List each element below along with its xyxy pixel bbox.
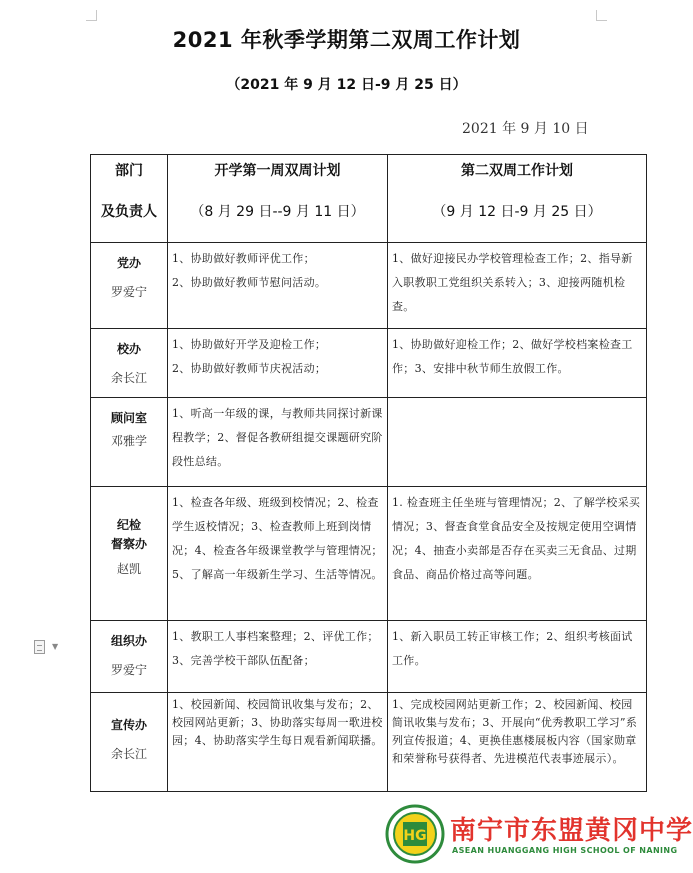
week1-plan-cell	[168, 693, 388, 792]
header-week2-range: （9 月 12 日-9 月 25 日）	[432, 204, 602, 220]
plan-line: 1、听高一年级的课，与教师共同探讨新课程教学；2、督促各教研组提交课题研究阶段性总结。	[172, 407, 383, 468]
dept-name-line2: 督察办	[110, 537, 147, 551]
week1-plan-cell	[168, 487, 388, 621]
dept-name: 组织办	[110, 634, 147, 648]
plan-line: 1、协助做好迎检工作；2、做好学校档案检查工作；3、安排中秋节师生放假工作。	[392, 338, 633, 375]
table-row	[91, 693, 647, 792]
document-icon[interactable]	[34, 640, 45, 654]
dept-name: 宣传办	[110, 718, 147, 732]
header-dept-line1: 部门	[115, 163, 143, 179]
plan-line: 2、协助做好教师节庆祝活动；	[172, 362, 327, 375]
dept-name: 党办	[116, 256, 141, 270]
dept-cell	[91, 243, 168, 329]
dept-cell	[91, 398, 168, 487]
emblem-text: HG	[403, 828, 427, 844]
dept-name: 顾问室	[110, 411, 147, 425]
plan-line: 1、校园新闻、校园简讯收集与发布；2、校园网站更新；3、协助落实每周一歌进校园；4、协助落实学生每日观看新闻联播。	[172, 698, 383, 747]
week2-plan-cell-empty	[388, 398, 647, 487]
page-corner-mark-right	[596, 10, 607, 21]
dept-person: 罗爱宁	[110, 663, 147, 677]
table-row	[91, 243, 647, 329]
dept-cell	[91, 329, 168, 398]
plan-line: 1、检查各年级、班级到校情况；2、检查学生返校情况；3、检查教师上班到岗情况；4、检查各年级课堂教学与管理情况；5、了解高一年级新生学习、生活等情况。	[172, 496, 383, 581]
week1-plan-cell	[168, 329, 388, 398]
school-name-cn: 南宁市东盟黄冈中学	[450, 816, 693, 846]
header-week1	[168, 155, 388, 243]
dropdown-arrow-icon[interactable]: ▼	[52, 642, 59, 651]
table-row	[91, 398, 647, 487]
dept-cell	[91, 693, 168, 792]
page-corner-mark-left	[86, 10, 97, 21]
plan-line: 1、完成校园网站更新工作；2、校园新闻、校园简讯收集与发布；3、开展向“优秀教职工学习”系列宣传报道；4、更换佳惠楼展板内容（国家勋章和荣誉称号获得者、先进模范代表事迹展示）。	[392, 698, 638, 765]
plan-line: 1、教职工人事档案整理；2、评优工作；3、完善学校干部队伍配备；	[172, 630, 379, 667]
dept-cell	[91, 487, 168, 621]
table-row	[91, 621, 647, 693]
week2-plan-cell	[388, 621, 647, 693]
document-date: 2021 年 9 月 10 日	[462, 121, 589, 137]
document-title: 2021 年秋季学期第二双周工作计划	[172, 28, 521, 52]
dept-person: 邓雅学	[110, 434, 147, 448]
dept-name-line1: 纪检	[116, 518, 141, 532]
week2-plan-cell	[388, 487, 647, 621]
header-week1-title: 开学第一周双周计划	[214, 163, 341, 179]
table-header-row	[91, 155, 647, 243]
plan-line: 1、新入职员工转正审核工作；2、组织考核面试工作。	[392, 630, 633, 667]
header-week2	[388, 155, 647, 243]
week1-plan-cell	[168, 621, 388, 693]
plan-line: 1、协助做好开学及迎检工作；	[172, 338, 327, 351]
table-row	[91, 329, 647, 398]
header-week2-title: 第二双周工作计划	[461, 163, 573, 179]
dept-person: 余长江	[110, 747, 147, 761]
dept-person: 罗爱宁	[110, 285, 147, 299]
header-dept-line2: 及负责人	[101, 204, 157, 220]
header-dept	[91, 155, 168, 243]
week2-plan-cell	[388, 693, 647, 792]
dept-person: 余长江	[110, 371, 147, 385]
school-name-en: ASEAN HUANGGANG HIGH SCHOOL OF NANING	[452, 846, 678, 855]
dept-person: 赵凯	[116, 562, 141, 576]
plan-line: 1、做好迎接民办学校管理检查工作；2、指导新入职教职工党组织关系转入；3、迎接两随机检查。	[392, 252, 633, 313]
week2-plan-cell	[388, 243, 647, 329]
work-plan-table	[90, 154, 647, 792]
week1-plan-cell	[168, 398, 388, 487]
plan-line: 1. 检查班主任坐班与管理情况；2、了解学校采买情况；3、督查食堂食品安全及按规定使用空调情况；4、抽查小卖部是否存在买卖三无食品、过期食品、商品价格过高等问题。	[392, 496, 641, 581]
week2-plan-cell	[388, 329, 647, 398]
plan-line: 2、协助做好教师节慰问活动。	[172, 276, 327, 289]
week1-plan-cell	[168, 243, 388, 329]
school-emblem-icon	[385, 804, 445, 864]
dept-name: 校办	[116, 342, 141, 356]
header-week1-range: （8 月 29 日--9 月 11 日）	[190, 204, 365, 220]
document-subtitle: （2021 年 9 月 12 日-9 月 25 日）	[226, 77, 467, 93]
table-row	[91, 487, 647, 621]
plan-line: 1、协助做好教师评优工作；	[172, 252, 315, 265]
dept-cell	[91, 621, 168, 693]
